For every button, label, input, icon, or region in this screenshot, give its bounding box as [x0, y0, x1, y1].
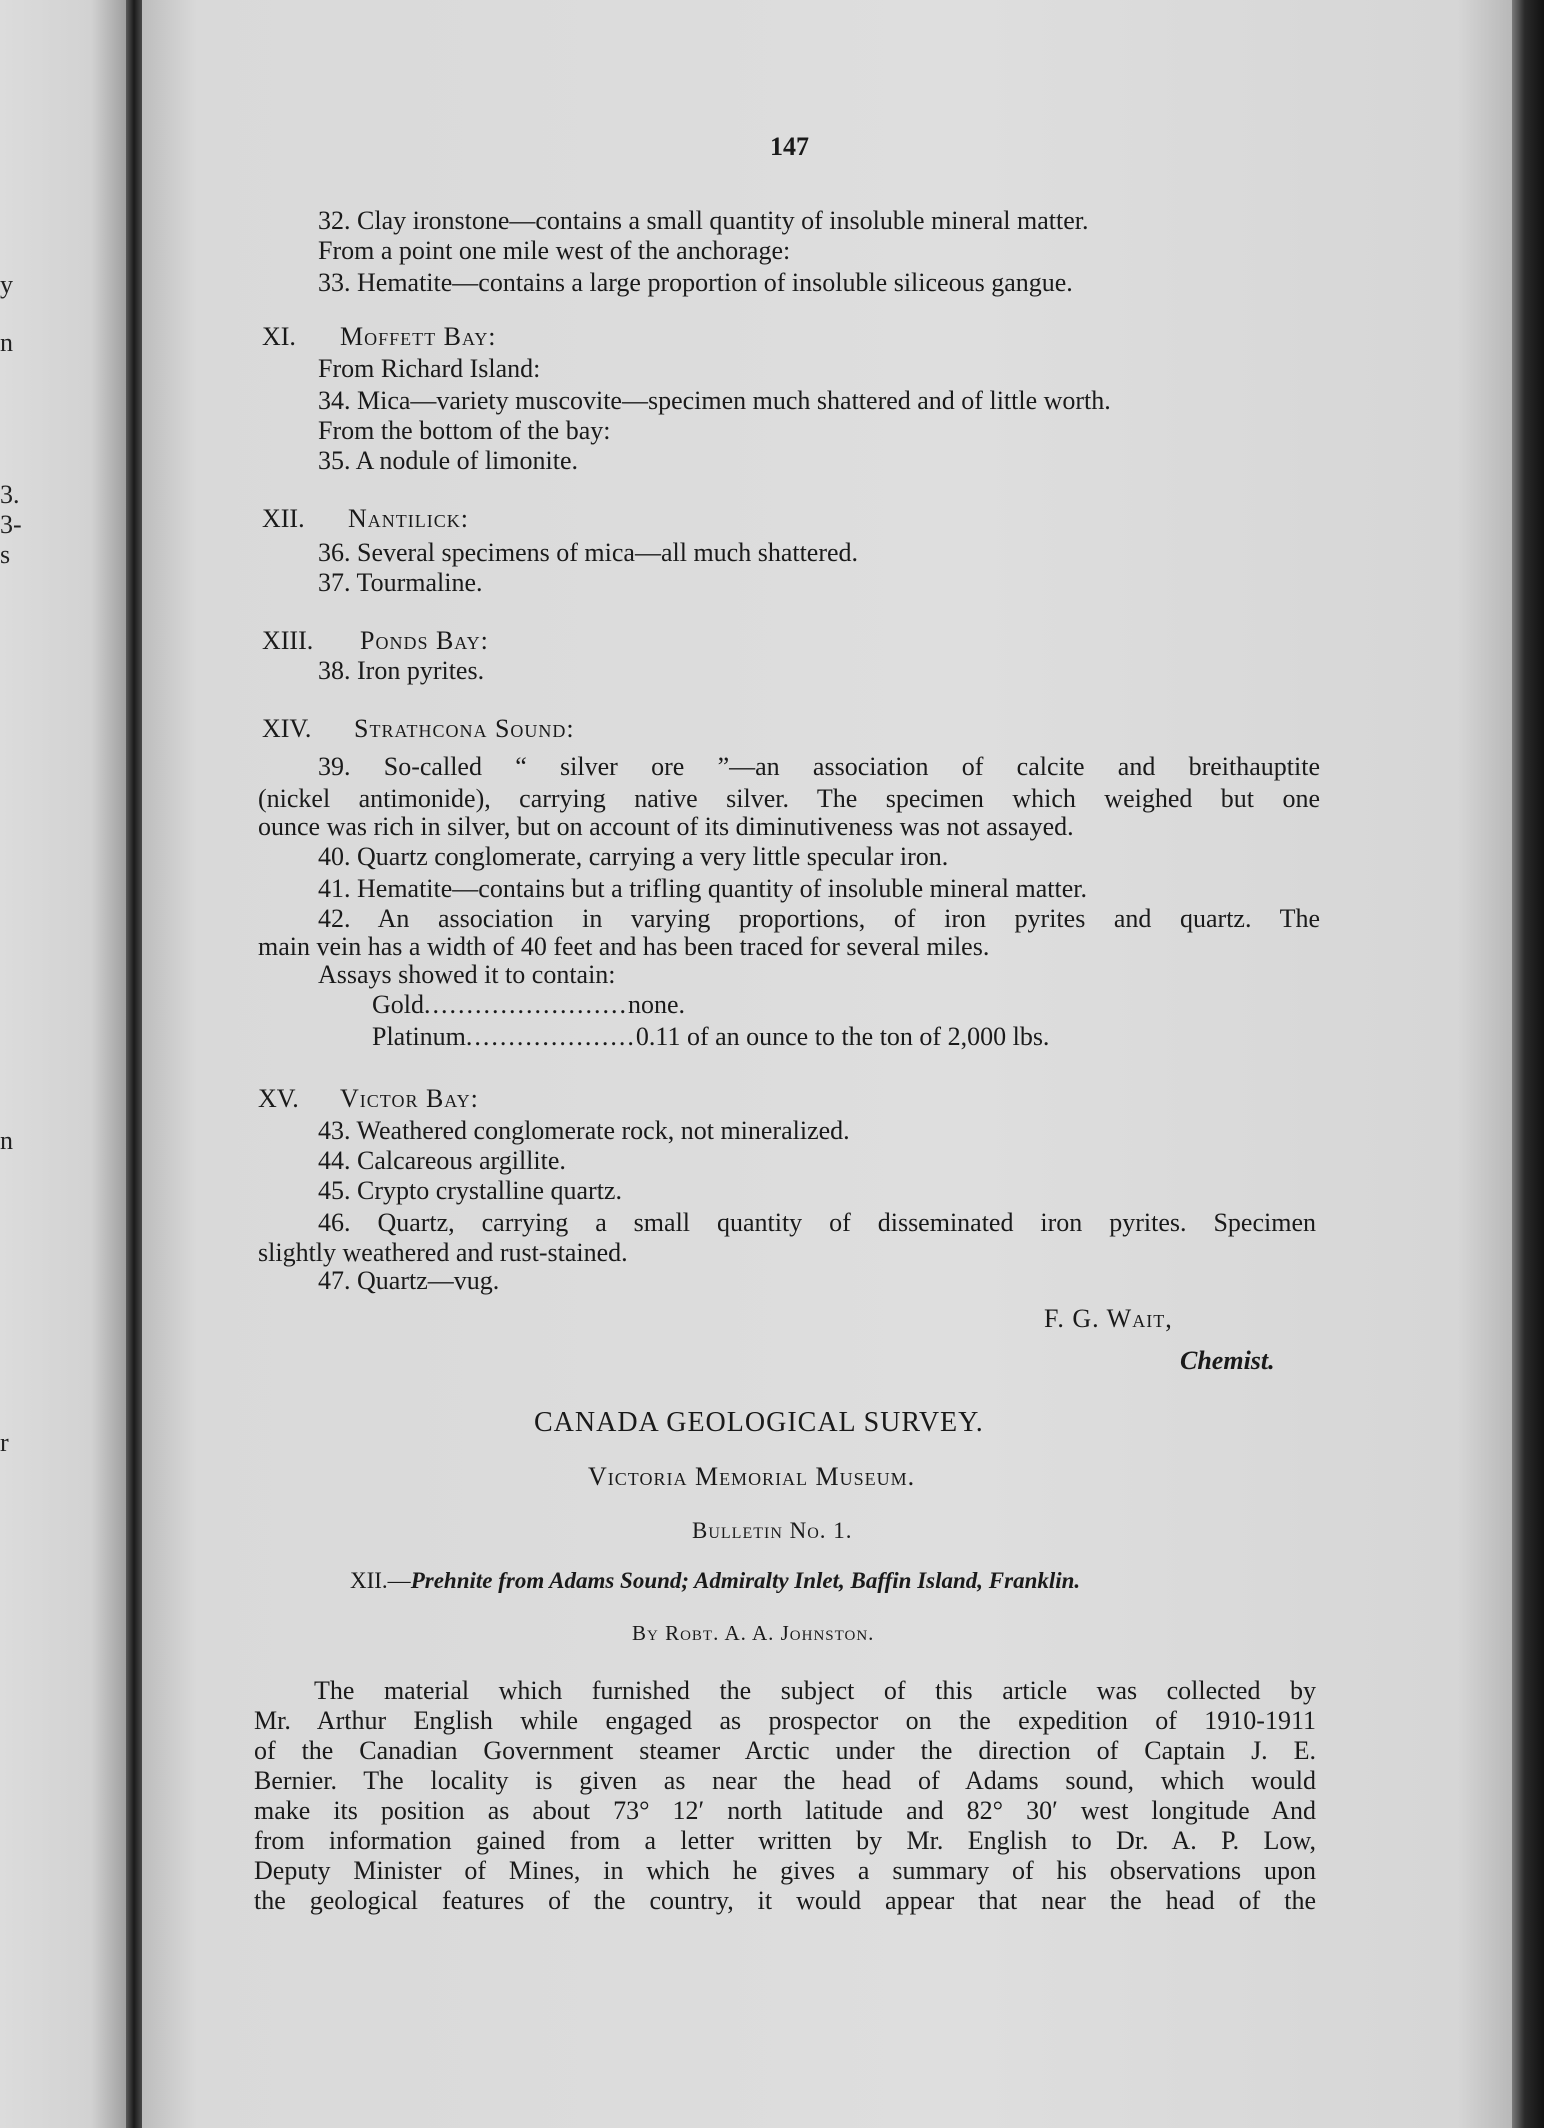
assay-row-gold: [372, 990, 685, 1020]
item-line: 45. Crypto crystalline quartz.: [318, 1176, 622, 1205]
body-line: Deputy Minister of Mines, in which he gives a summary of his observations upon: [254, 1856, 1316, 1885]
facing-page-fragment: n: [0, 328, 13, 357]
item-line: 32. Clay ironstone—contains a small quantity of insoluble mineral matter.: [318, 206, 1089, 235]
item-line: 36. Several specimens of mica—all much shattered.: [318, 538, 859, 567]
body-line: from information gained from a letter written by Mr. English to Dr. A. P. Low,: [254, 1826, 1316, 1855]
survey-heading: CANADA GEOLOGICAL SURVEY.: [534, 1407, 984, 1438]
leader-dots: ........................: [424, 990, 628, 1019]
assay-row-platinum: [372, 1022, 1049, 1052]
facing-page-fragment: n: [0, 1126, 13, 1155]
body-line: of the Canadian Government steamer Arctic under the direction of Captain J. E.: [254, 1736, 1316, 1765]
item-line: main vein has a width of 40 feet and has been traced for several miles.: [258, 932, 990, 961]
item-line: 42. An association in varying proportions, of iron pyrites and quartz. The: [318, 904, 1320, 933]
item-line: 33. Hematite—contains a large proportion of insoluble siliceous gangue.: [318, 268, 1073, 297]
facing-page-fragment: 3.: [0, 480, 20, 509]
item-line: ounce was rich in silver, but on account of its diminutiveness was not assayed.: [258, 812, 1074, 841]
page-edge-shadow: [1512, 0, 1544, 2128]
book-gutter: [126, 0, 142, 2128]
body-line: make its position as about 73° 12′ north latitude and 82° 30′ west longitude And: [254, 1796, 1316, 1825]
article-title: [350, 1566, 1080, 1596]
assay-value: 0.11 of an ounce to the ton of 2,000 lbs.: [635, 1022, 1050, 1051]
assay-label: Platinum: [372, 1022, 466, 1051]
section-heading: Ponds Bay:: [360, 626, 489, 655]
item-line: 47. Quartz—vug.: [318, 1266, 500, 1295]
item-line: 35. A nodule of limonite.: [318, 446, 578, 475]
section-heading: Strathcona Sound:: [354, 714, 575, 743]
body-line: the geological features of the country, it would appear that near the head of the: [254, 1886, 1316, 1915]
section-heading: Moffett Bay:: [340, 322, 497, 351]
section-numeral: XIV.: [262, 714, 312, 743]
item-line: 39. So-called “ silver ore ”—an association of calcite and breithauptite: [318, 752, 1320, 781]
item-line: 37. Tourmaline.: [318, 568, 483, 597]
item-line: 38. Iron pyrites.: [318, 656, 485, 685]
item-line: From a point one mile west of the anchorage:: [318, 236, 791, 265]
item-line: From Richard Island:: [318, 354, 541, 383]
body-line: Bernier. The locality is given as near the head of Adams sound, which would: [254, 1766, 1316, 1795]
leader-dots: ....................: [465, 1022, 636, 1051]
item-line: (nickel antimonide), carrying native silver. The specimen which weighed but one: [258, 784, 1320, 813]
section-heading: Nantilick:: [348, 504, 469, 533]
body-line: The material which furnished the subject of this article was collected by: [314, 1676, 1316, 1705]
facing-page-fragment: s: [0, 540, 11, 569]
facing-page-fragment: r: [0, 1428, 9, 1457]
item-line: 43. Weathered conglomerate rock, not mineralized.: [318, 1116, 850, 1145]
assay-value: none.: [628, 990, 686, 1019]
byline: By Robt. A. A. Johnston.: [632, 1621, 875, 1645]
body-line: Mr. Arthur English while engaged as prospector on the expedition of 1910-1911: [254, 1706, 1316, 1735]
article-title-prefix: XII.—: [350, 1568, 411, 1593]
item-line: slightly weathered and rust-stained.: [258, 1238, 628, 1267]
facing-page-edge: [0, 0, 130, 2128]
item-line: 34. Mica—variety muscovite—specimen much shattered and of little worth.: [318, 386, 1111, 415]
assay-label: Gold: [372, 990, 424, 1019]
section-numeral: XV.: [258, 1084, 299, 1113]
item-line: Assays showed it to contain:: [318, 960, 616, 989]
section-numeral: XI.: [262, 322, 296, 351]
item-line: From the bottom of the bay:: [318, 416, 611, 445]
signature-name: F. G. Wait,: [1044, 1304, 1173, 1333]
facing-page-fragment: 3-: [0, 510, 22, 539]
item-line: 46. Quartz, carrying a small quantity of disseminated iron pyrites. Specimen: [318, 1208, 1316, 1237]
section-heading: Victor Bay:: [340, 1084, 479, 1113]
item-line: 40. Quartz conglomerate, carrying a very little specular iron.: [318, 842, 949, 871]
item-line: 44. Calcareous argillite.: [318, 1146, 566, 1175]
bulletin-number: Bulletin No. 1.: [692, 1518, 853, 1543]
article-title-text: Prehnite from Adams Sound; Admiralty Inlet, Baffin Island, Franklin.: [410, 1568, 1081, 1593]
museum-heading: Victoria Memorial Museum.: [588, 1462, 916, 1491]
section-numeral: XIII.: [262, 626, 314, 655]
page-number: 147: [770, 132, 809, 161]
section-numeral: XII.: [262, 504, 305, 533]
signature-title: Chemist.: [1180, 1346, 1275, 1375]
facing-page-fragment: y: [0, 270, 13, 299]
item-line: 41. Hematite—contains but a trifling quantity of insoluble mineral matter.: [318, 874, 1087, 903]
